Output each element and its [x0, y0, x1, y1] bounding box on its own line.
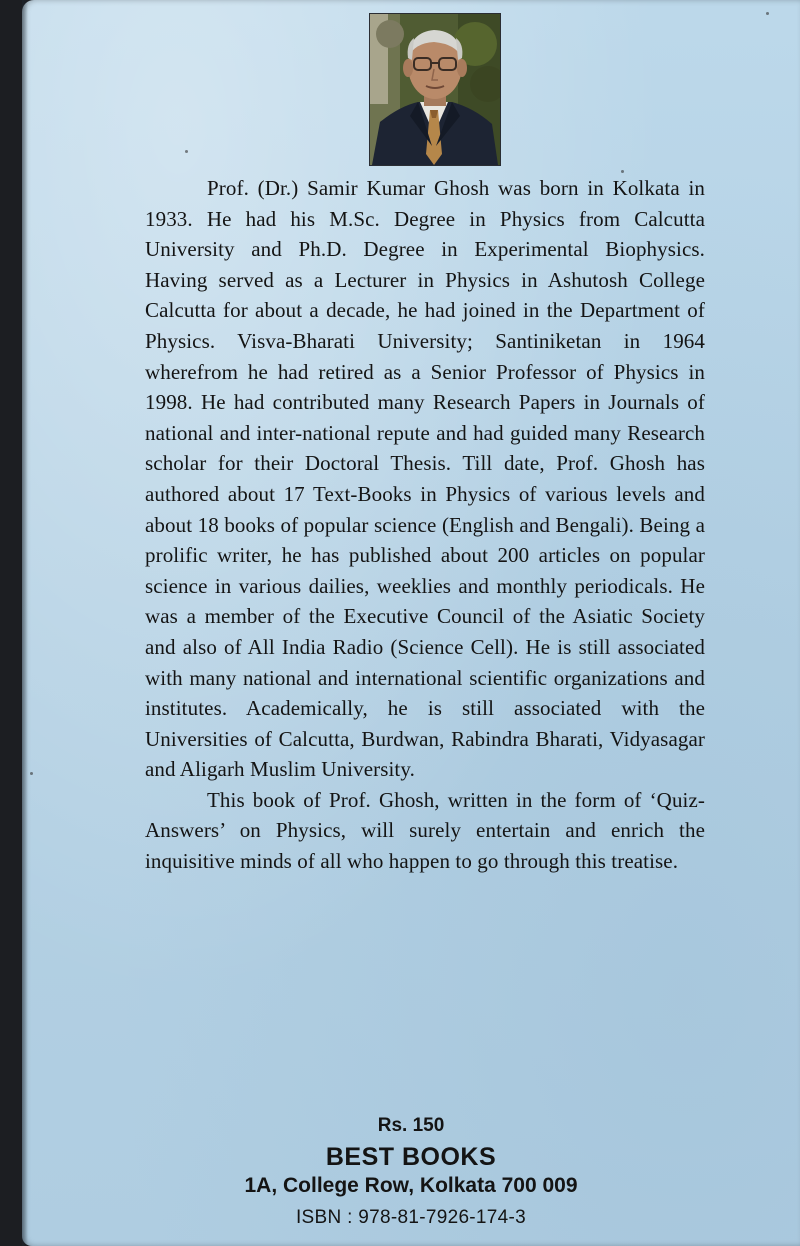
author-portrait-image	[370, 14, 500, 165]
publisher-name: BEST BOOKS	[325, 1143, 497, 1171]
print-speck	[766, 12, 769, 15]
print-speck	[30, 772, 33, 775]
author-photo	[369, 13, 501, 166]
print-speck	[621, 170, 624, 173]
publisher-address: 1A, College Row, Kolkata 700 009	[244, 1174, 578, 1197]
print-speck	[185, 150, 188, 153]
bio-paragraph-1: Prof. (Dr.) Samir Kumar Ghosh was born in Kolkata in 1933. He had his M.Sc. Degree in Physics from Calcutta University and Ph.D. Degree in Experimental Biophysics. Having served as a Lecturer in Physics in Ashutosh College Calcutta for about a decade, he had joined in the Department of Physics. Visva-Bharati University; Santiniketan in 1964 wherefrom he had retired as a Senior Professor of Physics in 1998. He had contributed many Research Papers in Journals of national and inter-national repute and had guided many Research scholar for their Doctoral Thesis. Till date, Prof. Ghosh has authored about 17 Text-Books in Physics of various levels and about 18 books of popular science (English and Bengali). Being a prolific writer, he has published about 200 articles on popular science in various dailies, weeklies and monthly periodicals. He was a member of the Executive Council of the Asiatic Society and also of All India Radio (Science Cell). He is still associated with many national and international scientific organizations and institutes. Academically, he is still associated with the Universities of Calcutta, Burdwan, Rabindra Bharati, Vidyasagar and Aligarh Muslim University.	[145, 176, 705, 782]
isbn-number: ISBN : 978-81-7926-174-3	[295, 1207, 527, 1228]
bio-paragraph-2: This book of Prof. Ghosh, written in the form of ‘Quiz-Answers’ on Physics, will surely entertain and enrich the inquisitive minds of all who happen to go through this treatise.	[145, 787, 705, 874]
cover-edge-shadow	[22, 0, 28, 1246]
author-biography	[145, 173, 705, 877]
price-label: Rs. 150	[377, 1115, 445, 1136]
